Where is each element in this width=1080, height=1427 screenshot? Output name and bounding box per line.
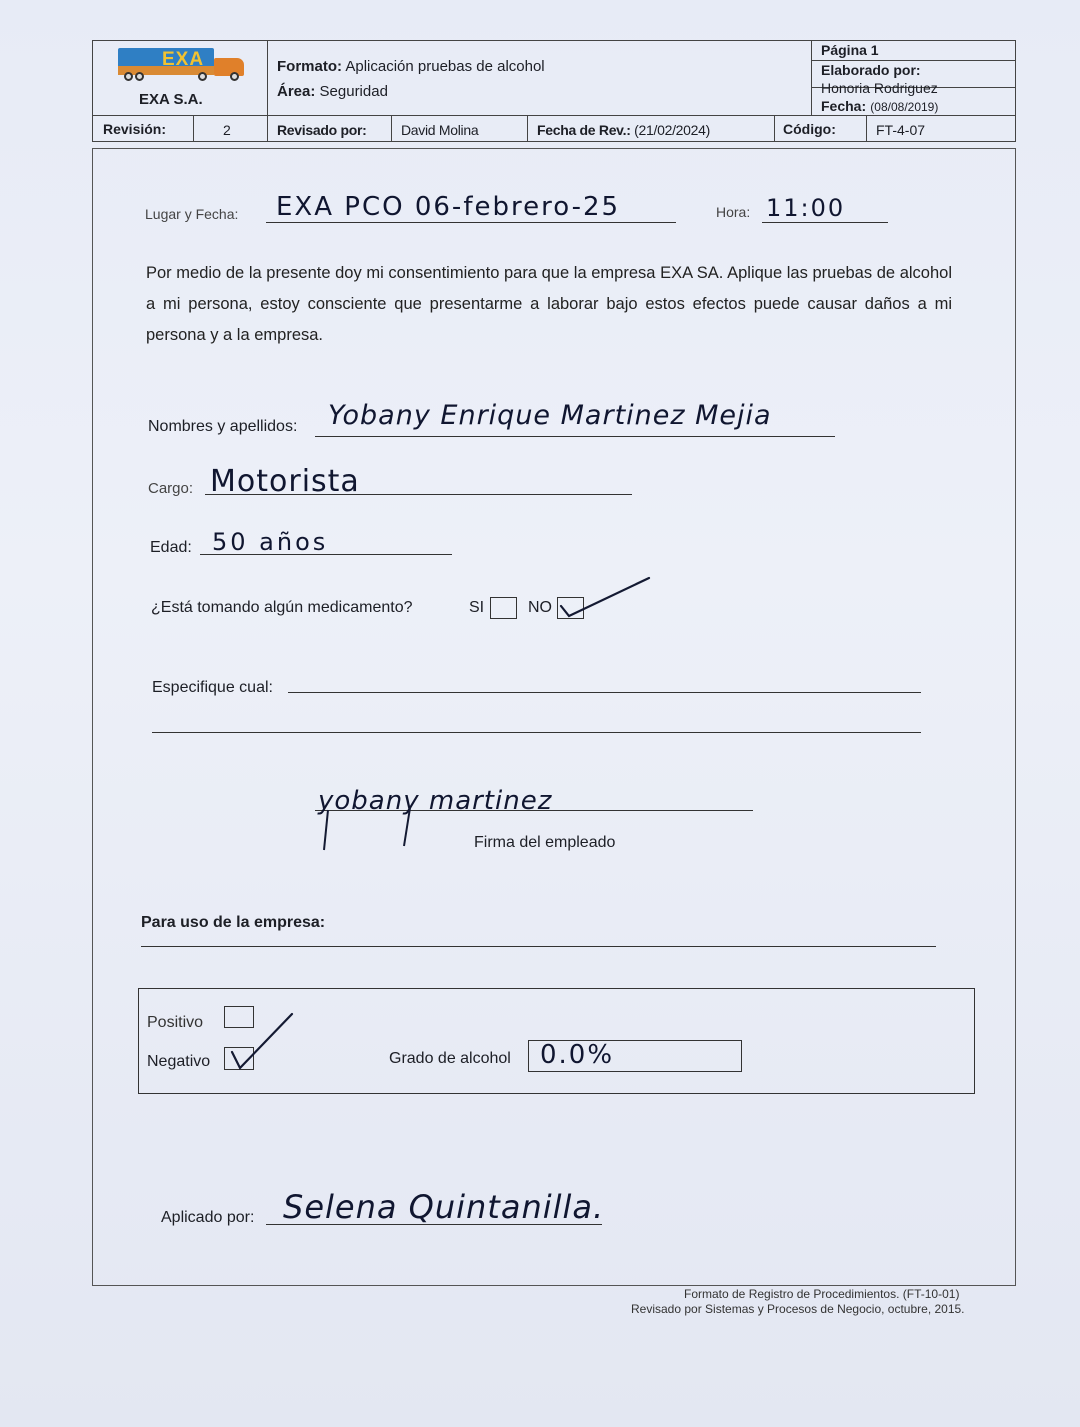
aplicado-label: Aplicado por:: [161, 1209, 255, 1226]
footer-line-2: Revisado por Sistemas y Procesos de Negocio, octubre, 2015.: [631, 1302, 965, 1316]
revisado-value: David Molina: [401, 122, 479, 138]
hora-label: Hora:: [716, 204, 751, 220]
grado-value: 0.0%: [540, 1040, 615, 1070]
formato-value: Aplicación pruebas de alcohol: [345, 58, 545, 75]
logo-text: EXA: [162, 49, 205, 70]
revision-value: 2: [223, 122, 231, 138]
medicamento-question: ¿Está tomando algún medicamento?: [151, 599, 413, 616]
medicamento-si-checkbox[interactable]: [490, 597, 517, 619]
area-row: [277, 83, 388, 100]
nombres-value[interactable]: Yobany Enrique Martinez Mejia: [328, 400, 772, 431]
lugar-fecha-value[interactable]: EXA PCO 06-febrero-25: [276, 192, 621, 222]
consent-paragraph: Por medio de la presente doy mi consentimiento para que la empresa EXA SA. Aplique las pruebas de alcohol a mi persona, estoy consciente que presentarme a laborar bajo estos efectos puede causar daños a mi persona y a la empresa.: [146, 264, 952, 344]
fecha-value: (08/08/2019): [870, 100, 939, 114]
cargo-value[interactable]: Motorista: [210, 464, 360, 499]
fecha-label: Fecha:: [821, 98, 867, 114]
positivo-label: Positivo: [147, 1014, 204, 1031]
fecha-rev-label: Fecha de Rev.:: [537, 122, 631, 138]
edad-value[interactable]: 50 años: [212, 528, 329, 556]
aplicado-value[interactable]: Selena Quintanilla.: [283, 1188, 605, 1226]
elaborado-label: Elaborado por:: [821, 62, 921, 78]
employee-signature[interactable]: yobany martinez: [318, 786, 553, 816]
formato-row: [277, 58, 545, 75]
codigo-value: FT-4-07: [876, 122, 926, 138]
company-logo: [118, 48, 253, 86]
hora-value[interactable]: 11:00: [766, 194, 846, 222]
firma-label: Firma del empleado: [474, 834, 616, 851]
page-number: Página 1: [821, 42, 879, 58]
especifique-label: Especifique cual:: [152, 679, 273, 696]
fecha-rev-row: [537, 122, 710, 138]
lugar-fecha-label: Lugar y Fecha:: [145, 206, 239, 222]
signature-stroke-icon: [318, 806, 418, 854]
edad-label: Edad:: [150, 539, 192, 556]
area-value: Seguridad: [319, 83, 388, 100]
company-name: EXA S.A.: [139, 91, 203, 108]
no-label: NO: [528, 599, 552, 616]
fecha-rev-value: (21/02/2024): [634, 122, 710, 138]
check-mark-icon: [226, 1010, 296, 1072]
check-mark-icon: [555, 574, 655, 624]
nombres-label: Nombres y apellidos:: [148, 418, 298, 435]
elaborado-value: Honoria Rodriguez: [821, 80, 938, 96]
grado-label: Grado de alcohol: [389, 1050, 511, 1067]
formato-label: Formato:: [277, 58, 342, 75]
si-label: SI: [469, 599, 485, 616]
negativo-label: Negativo: [147, 1053, 211, 1070]
area-label: Área:: [277, 83, 316, 100]
revision-label: Revisión:: [103, 121, 167, 137]
codigo-label: Código:: [783, 121, 836, 137]
footer-line-1: Formato de Registro de Procedimientos. (FT-10-01): [684, 1287, 960, 1301]
revisado-label: Revisado por:: [277, 122, 367, 138]
empresa-section-title: Para uso de la empresa:: [141, 914, 326, 931]
fecha-row: [821, 98, 938, 115]
cargo-label: Cargo:: [148, 480, 194, 497]
